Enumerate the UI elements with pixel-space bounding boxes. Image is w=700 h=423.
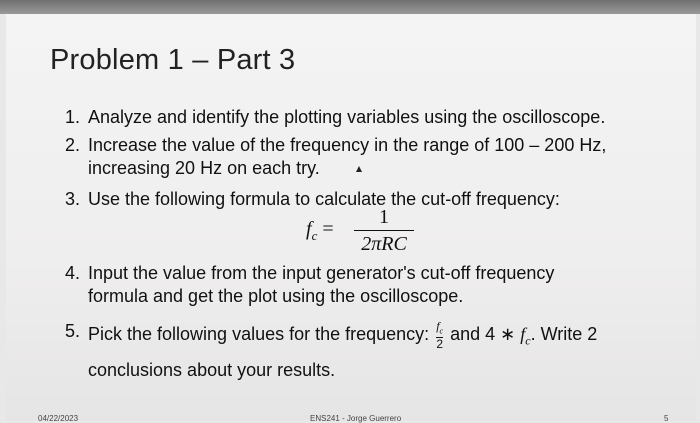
list-text-line-1: Increase the value of the frequency in the range of 100 – 200 Hz, [88, 135, 607, 155]
footer-center: ENS241 - Jorge Guerrero [310, 414, 402, 423]
list-text: Use the following formula to calculate the cut-off frequency: [88, 189, 560, 209]
list-text-line-2: conclusions about your results. [88, 359, 336, 380]
top-border [0, 0, 700, 14]
list-number: 1. [64, 107, 80, 127]
formula-fraction [354, 206, 414, 256]
footer-date: 04/22/2023 [38, 414, 79, 423]
formula-numerator: 1 [379, 206, 389, 228]
fraction-bar [354, 230, 414, 231]
list-text-line-2: formula and get the plot using the oscilloscope. [88, 286, 464, 306]
footer-page-number: 5 [664, 414, 669, 423]
slide [6, 14, 696, 423]
list-text-line-1: Pick the following values for the frequency: $\frac{f_c}{2}$ and 4 ∗ $f_c$. Write 2 [88, 319, 598, 352]
formula-lhs: $f_c$ = [306, 218, 334, 243]
list-text-line-2: increasing 20 Hz on each try. [88, 158, 320, 178]
list-number: 5. [64, 321, 80, 341]
list-text-line-1: Input the value from the input generator's cut-off frequency [88, 263, 555, 283]
list-number: 3. [64, 189, 80, 209]
list-number: 2. [64, 135, 80, 155]
list-text: Analyze and identify the plotting variables using the oscilloscope. [88, 107, 606, 127]
list-number: 4. [64, 263, 80, 283]
fc-over-2-fraction: $\frac{f_c}{2}$ [436, 319, 444, 352]
slide-title: Problem 1 – Part 3 [50, 44, 296, 76]
mouse-cursor-icon [356, 166, 362, 172]
formula-denominator: 2πRC [361, 233, 407, 255]
